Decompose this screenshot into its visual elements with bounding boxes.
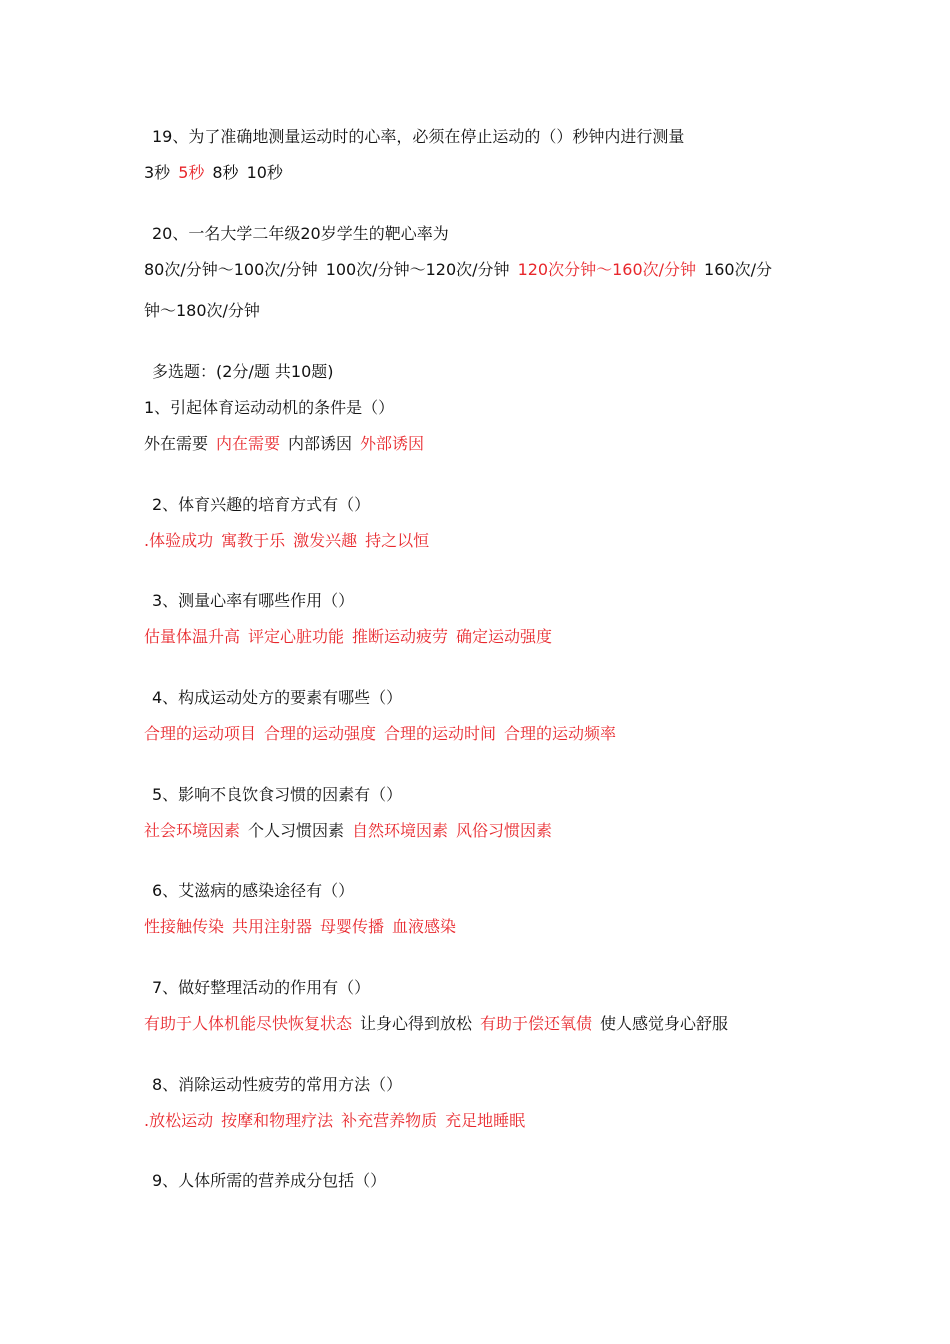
question-text: 7、做好整理活动的作用有（） xyxy=(152,978,371,997)
answer-options xyxy=(144,626,560,648)
answer-option: 内部诱因 xyxy=(288,434,353,453)
correct-answer-option: 合理的运动强度 xyxy=(264,724,377,743)
correct-answer-option: 外部诱因 xyxy=(360,434,425,453)
correct-answer-option: 确定运动强度 xyxy=(456,627,553,646)
correct-answer-option: 120次分钟～160次/分钟 xyxy=(517,260,697,279)
answer-option: 外在需要 xyxy=(144,434,209,453)
answer-options xyxy=(144,916,464,938)
question-text: 5、影响不良饮食习惯的因素有（） xyxy=(152,785,403,804)
correct-answer-option: 合理的运动项目 xyxy=(144,724,257,743)
correct-answer-option: 评定心脏功能 xyxy=(248,627,345,646)
correct-answer-option: 合理的运动时间 xyxy=(384,724,497,743)
answer-option: 10秒 xyxy=(246,163,283,182)
answer-option: 个人习惯因素 xyxy=(248,821,345,840)
answer-options xyxy=(144,433,432,455)
correct-answer-option: 合理的运动频率 xyxy=(504,724,617,743)
correct-answer-option: 估量体温升高 xyxy=(144,627,241,646)
correct-answer-option: 母婴传播 xyxy=(320,917,385,936)
correct-answer-option: 有助于偿还氧债 xyxy=(480,1014,593,1033)
answer-options xyxy=(144,162,291,184)
correct-answer-option: 5秒 xyxy=(178,163,205,182)
answer-option: 80次/分钟～100次/分钟 xyxy=(144,260,318,279)
answer-option: 8秒 xyxy=(212,163,239,182)
section-text: 1、引起体育运动动机的条件是（） xyxy=(144,398,395,417)
correct-answer-option: 自然环境因素 xyxy=(352,821,449,840)
correct-answer-option: .体验成功 xyxy=(144,531,214,550)
correct-answer-option: 内在需要 xyxy=(216,434,281,453)
correct-answer-option: 推断运动疲劳 xyxy=(352,627,449,646)
correct-answer-option: 补充营养物质 xyxy=(341,1111,438,1130)
correct-answer-option: 社会环境因素 xyxy=(144,821,241,840)
answer-options xyxy=(144,300,268,322)
question-text: 4、构成运动处方的要素有哪些（） xyxy=(152,688,403,707)
answer-options xyxy=(144,530,437,552)
correct-answer-option: 激发兴趣 xyxy=(293,531,358,550)
correct-answer-option: 风俗习惯因素 xyxy=(456,821,553,840)
answer-options xyxy=(144,259,780,281)
answer-options xyxy=(144,1013,736,1035)
correct-answer-option: 共用注射器 xyxy=(232,917,313,936)
question-text: 2、体育兴趣的培育方式有（） xyxy=(152,495,371,514)
correct-answer-option: 有助于人体机能尽快恢复状态 xyxy=(144,1014,353,1033)
question-text: 20、一名大学二年级20岁学生的靶心率为 xyxy=(152,224,449,243)
correct-answer-option: .放松运动 xyxy=(144,1111,214,1130)
question-text: 19、为了准确地测量运动时的心率，必须在停止运动的（）秒钟内进行测量 xyxy=(152,127,685,146)
question-text: 8、消除运动性疲劳的常用方法（） xyxy=(152,1075,403,1094)
correct-answer-option: 血液感染 xyxy=(392,917,457,936)
correct-answer-option: 持之以恒 xyxy=(365,531,430,550)
answer-options xyxy=(144,1110,533,1132)
question-text: 多选题：(2分/题 共10题) xyxy=(152,362,334,381)
answer-options xyxy=(144,723,624,745)
answer-option: 使人感觉身心舒服 xyxy=(600,1014,729,1033)
answer-option: 3秒 xyxy=(144,163,171,182)
question-text: 6、艾滋病的感染途径有（） xyxy=(152,881,355,900)
question-text: 9、人体所需的营养成分包括（） xyxy=(152,1171,387,1190)
answer-options xyxy=(144,820,560,842)
answer-option: 钟～180次/分钟 xyxy=(144,301,260,320)
question-text: 3、测量心率有哪些作用（） xyxy=(152,591,355,610)
answer-option: 160次/分 xyxy=(704,260,772,279)
correct-answer-option: 性接触传染 xyxy=(144,917,225,936)
answer-option: 让身心得到放松 xyxy=(360,1014,473,1033)
correct-answer-option: 按摩和物理疗法 xyxy=(221,1111,334,1130)
answer-option: 100次/分钟～120次/分钟 xyxy=(325,260,510,279)
correct-answer-option: 充足地睡眠 xyxy=(445,1111,526,1130)
correct-answer-option: 寓教于乐 xyxy=(221,531,286,550)
